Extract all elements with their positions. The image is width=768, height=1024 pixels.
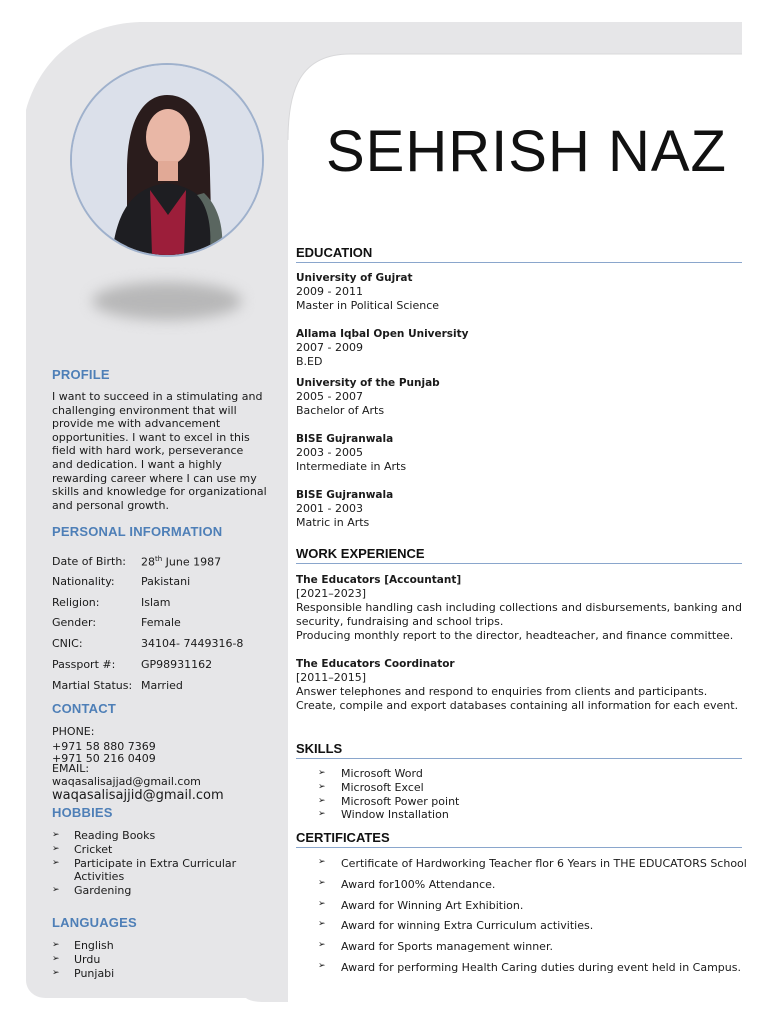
list-item: ➢ Award for100% Attendance. [318,877,496,891]
education-item: University of Gujrat 2009 - 2011 Master in Political Science [296,272,440,312]
religion-label: Religion: [52,596,100,609]
skills-list [318,767,459,822]
arrow-bullet-icon: ➢ [52,857,60,868]
list-item: ➢ Award for winning Extra Curriculum activities. [318,919,594,933]
contact-block [52,725,272,802]
languages-list [52,939,262,980]
education-item: University of the Punjab 2005 - 2007 Bachelor of Arts [296,377,440,417]
religion-value: Islam [141,596,171,609]
list-item: ➢ Cricket [52,842,113,856]
email-2: waqasalisajjid@gmail.com [52,787,224,803]
passport-value: GP98931162 [141,658,213,671]
email-label: EMAIL: [52,761,90,775]
arrow-bullet-icon: ➢ [52,967,60,978]
email-1: waqasalisajjad@gmail.com [52,775,201,789]
arrow-bullet-icon: ➢ [318,960,326,971]
list-item: ➢ Award for performing Health Caring duties during event held in Campus. [318,960,741,974]
cnic-value: 34104- 7449316-8 [141,637,244,650]
education-item: BISE Gujranwala 2001 - 2003 Matric in Arts [296,489,394,529]
photo-shadow [92,282,242,320]
arrow-bullet-icon: ➢ [318,781,326,792]
list-item: ➢ Microsoft Word [318,767,423,780]
arrow-bullet-icon: ➢ [52,953,60,964]
portrait-image [72,65,262,255]
list-item: ➢ Award for Winning Art Exhibition. [318,898,524,912]
marital-value: Married [141,679,183,692]
arrow-bullet-icon: ➢ [52,940,60,950]
arrow-bullet-icon: ➢ [52,830,60,840]
profile-text: I want to succeed in a stimulating and challenging environment that will provide me with advancement opportunities. I want to excel in this field with hard work, perseverance and dedication. I want a highly rewarding career where I can use my skills and knowledge for organizational and personal growth. [52,390,267,512]
skills-heading: SKILLS [296,741,742,759]
arrow-bullet-icon: ➢ [318,877,326,888]
arrow-bullet-icon: ➢ [318,919,326,930]
list-item: ➢ Microsoft Excel [318,780,424,794]
arrow-bullet-icon: ➢ [52,885,60,896]
certificates-list [318,857,747,982]
profile-heading: PROFILE [52,367,110,382]
dob-label: Date of Birth: [52,555,127,568]
phone-2: +971 50 216 0409 [52,751,156,765]
list-item: ➢ Window Installation [318,808,449,822]
candidate-name: SEHRISH NAZ [326,119,727,184]
list-item: ➢ Certificate of Hardworking Teacher flor 6 Years in THE EDUCATORS School [318,857,747,870]
work-heading: WORK EXPERIENCE [296,546,742,564]
work-item: The Educators [Accountant] [2021–2023] Responsible handling cash including collections and disbursements, banking and security, fundraising and school trips. Producing monthly report to the director, headteacher, and finance committee. [296,574,742,642]
arrow-bullet-icon: ➢ [318,795,326,806]
phone-1: +971 58 880 7369 [52,739,156,753]
cnic-label: CNIC: [52,637,83,650]
list-item: ➢ Participate in Extra Curricular Activities [52,856,237,884]
gender-label: Gender: [52,616,97,629]
list-item: ➢ Microsoft Power point [318,794,460,808]
arrow-bullet-icon: ➢ [318,768,326,778]
list-item: ➢ Award for Sports management winner. [318,940,553,954]
nationality-value: Pakistani [141,575,191,588]
personal-info-heading: PERSONAL INFORMATION [52,524,223,539]
arrow-bullet-icon: ➢ [318,857,326,867]
list-item: ➢ Urdu [52,952,101,966]
education-heading: EDUCATION [296,245,742,263]
arrow-bullet-icon: ➢ [52,843,60,854]
education-item: BISE Gujranwala 2003 - 2005 Intermediate in Arts [296,433,407,473]
work-item: The Educators Coordinator [2011–2015] Answer telephones and respond to enquiries from clients and participants. Create, compile and export databases containing all information for each event. [296,658,739,712]
list-item: ➢ Gardening [52,884,132,898]
languages-heading: LANGUAGES [52,915,137,930]
dob-value: 28th June 1987 [141,555,222,569]
certificates-heading: CERTIFICATES [296,830,742,848]
list-item: ➢ English [52,939,114,952]
list-item: ➢ Punjabi [52,966,115,980]
hobbies-list [52,829,262,898]
list-item: ➢ Reading Books [52,829,156,842]
contact-heading: CONTACT [52,701,116,716]
arrow-bullet-icon: ➢ [318,898,326,909]
nationality-label: Nationality: [52,575,115,588]
gender-value: Female [141,616,181,629]
profile-photo [72,65,262,255]
hobbies-heading: HOBBIES [52,805,113,820]
phone-label: PHONE: [52,725,95,738]
education-item: Allama Iqbal Open University 2007 - 2009 B.ED [296,328,469,368]
marital-label: Martial Status: [52,679,133,692]
arrow-bullet-icon: ➢ [318,940,326,951]
arrow-bullet-icon: ➢ [318,809,326,820]
passport-label: Passport #: [52,658,116,671]
